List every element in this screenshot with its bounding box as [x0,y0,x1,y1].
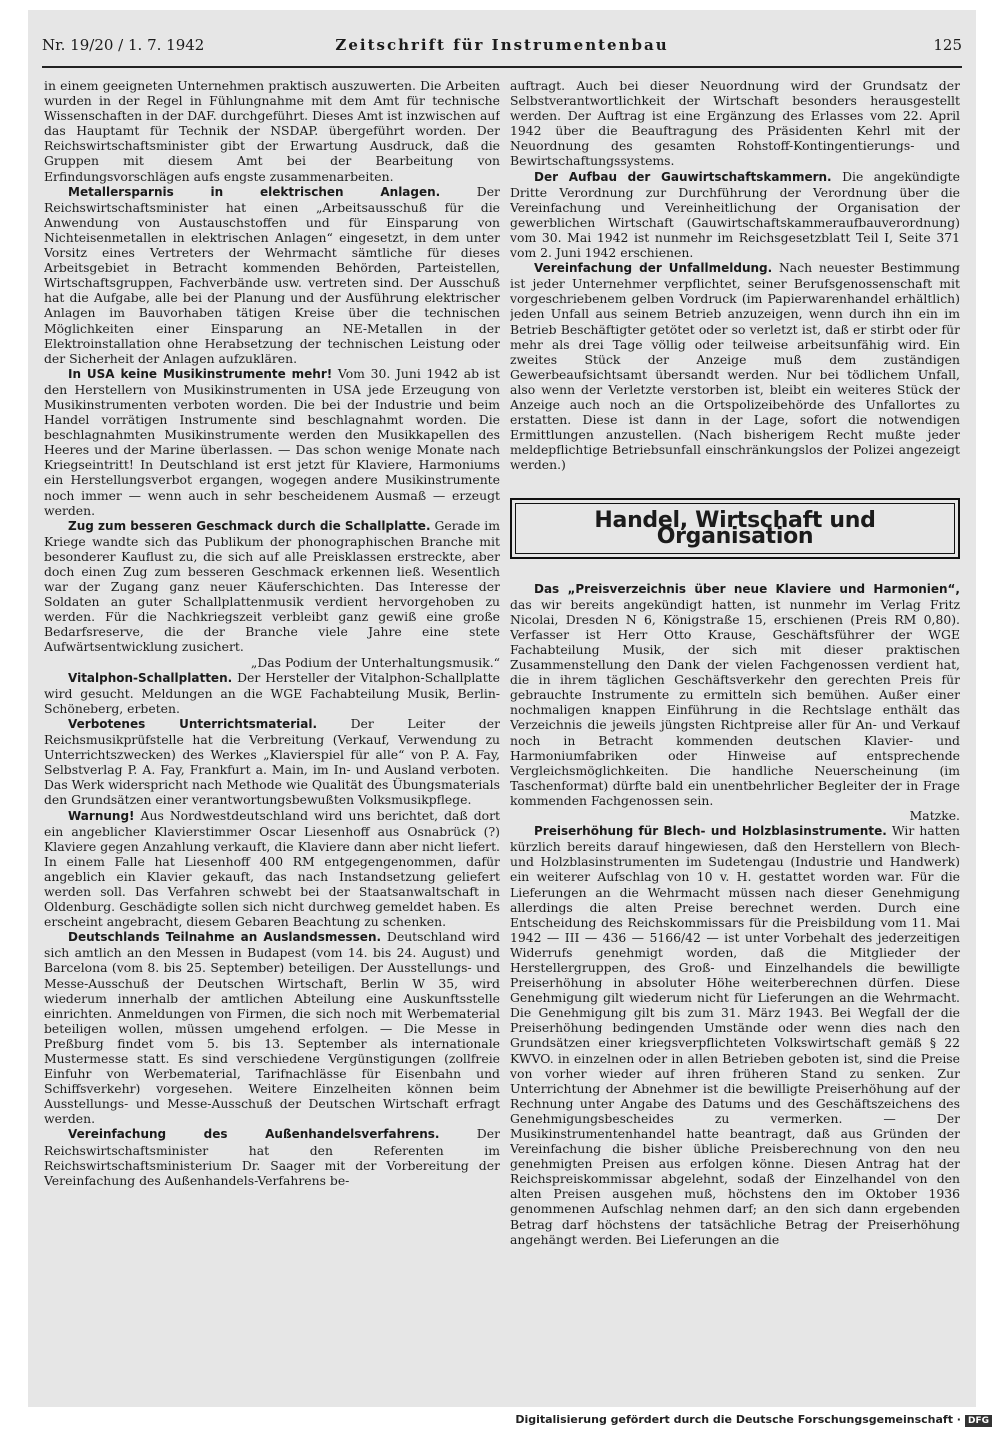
right-column-top [510,78,960,472]
article-text: Der Reichswirtschaftsminister hat den Referenten im Reichswirtschaftsministerium Dr. Saager mit der Vorbereitung der Vereinfachung des Außenhandels-Verfahrens be- [44,1126,500,1188]
article-heading: Das „Preisverzeichnis über neue Klaviere und Harmonien“, [534,581,960,596]
article-text: in einem geeigneten Unternehmen praktisch auszuwerten. Die Arbeiten wurden in der Regel in Fühlungnahme mit dem Amt für technische Wissenschaften in der DAF. durchgeführt. Dieses Amt ist inzwischen auf das Hauptamt für Technik der NSDAP. übergeführt worden. Der Reichswirtschaftsminister gibt der Erwartung Ausdruck, daß die Gruppen mit diesem Amt bei der Bearbeitung von Erfindungsvorschlägen aufs engste zusammenarbeiten. [44,78,500,184]
article-heading: Warnung! [68,808,135,823]
article-heading: Zug zum besseren Geschmack durch die Schallplatte. [68,518,431,533]
article-heading: Der Aufbau der Gauwirtschaftskammern. [534,169,832,184]
article-text: Deutschland wird sich amtlich an den Messen in Budapest (vom 14. bis 24. August) und Barcelona (vom 8. bis 25. September) beteiligen. Der Ausstellungs- und Messe-Ausschuß der Deutschen Wirtschaft, Berlin W 35, wird wiederum innerhalb der amtlichen Abteilung eine Auskunftsstelle einrichten. Anmeldungen von Firmen, die sich noch mit Werbematerial beteiligen wollen, müssen umgehend erfolgen. — Die Messe in Preßburg findet vom 5. bis 13. September als internationale Mustermesse statt. Es sind verschiedene Vergünstigungen (zollfreie Einfuhr von Werbematerial, Tarifnachlässe für Eisenbahn und Schiffsverkehr) vorgesehen. Weitere Einzelheiten können beim Ausstellungs- und Messe-Ausschuß der Deutschen Wirtschaft erfragt werden. [44,929,500,1127]
article-paragraph [44,929,500,1126]
issue-label: Nr. 19/20 / 1. 7. 1942 [42,36,205,54]
article-text: Aus Nordwestdeutschland wird uns berichtet, daß dort ein angeblicher Klavierstimmer Oscar Liesenhoff aus Osnabrück (?) Klaviere gegen Anzahlung verkauft, die Klaviere dann aber nicht liefert. In einem Falle hat Liesenhoff 400 RM entgegengenommen, dafür angeblich ein Klavier gekauft, das nach Instandsetzung geliefert werden soll. Das Verfahren schwebt bei der Staatsanwaltschaft in Oldenburg. Geschädigte sollen sich nicht durchweg gemeldet haben. Es erscheint angebracht, diesem Gebaren Beachtung zu schenken. [44,807,500,930]
continued-paragraph [510,78,960,169]
dfg-logo: DFG [965,1415,992,1427]
article-paragraph [44,670,500,716]
article-paragraph [510,260,960,472]
section-banner [510,498,960,558]
article-heading: In USA keine Musikinstrumente mehr! [68,366,333,381]
page-header [42,30,962,68]
article-paragraph [44,1126,500,1187]
article-heading: Deutschlands Teilnahme an Auslandsmessen. [68,930,382,945]
article-text: Die angekündigte Dritte Verordnung zur Durchführung der Verordnung über die Vereinfachung und Vereinheitlichung der Organisation der gewerblichen Wirtschaft (Gauwirtschaftskammeraufbauverordnung) vom 30. Mai 1942 ist nunmehr im Reichsgesetzblatt Teil I, Seite 371 vom 2. Juni 1942 erschienen. [510,168,960,261]
article-paragraph [44,518,500,655]
article-text: Der Hersteller der Vitalphon-Schallplatte wird gesucht. Meldungen an die WGE Fachabteilung Musik, Berlin-Schöneberg, erbeten. [44,669,500,716]
signature-line [510,808,960,823]
continued-paragraph [44,78,500,184]
scanned-page [28,10,976,1407]
article-text: Wir hatten kürzlich bereits darauf hingewiesen, daß den Herstellern von Blech- und Holzblasinstrumenten im Sudetengau (Industrie und Handwerk) ein weiterer Aufschlag von 10 v. H. gestattet worden war. Für die Lieferungen an die Wehrmacht müssen nach dieser Genehmigung allerdings die alten Preise berechnet werden. Durch eine Entscheidung des Reichskommissars für die Preisbildung vom 11. Mai 1942 — III — 436 — 5166/42 — ist unter Vorbehalt des jederzeitigen Widerrufs genehmigt worden, daß die Mitglieder der Herstellergruppen, des Groß- und Einzelhandels die bewilligte Preiserhöhung in absoluter Höhe weiterberechnen dürfen. Diese Genehmigung gilt wiederum nicht für Lieferungen an die Wehrmacht. Die Genehmigung gilt bis zum 31. März 1943. Bei Wegfall der die Preiserhöhung bedingenden Umstände oder wenn dies nach den Grundsätzen einer kriegsverpflichteten Volkswirtschaft gemäß § 22 KWVO. in einzelnen oder in allen Betrieben geboten ist, sind die Preise von vorher wieder auf ihren früheren Stand zu senken. Zur Unterrichtung der Abnehmer ist die bewilligte Preiserhöhung auf der Rechnung unter Angabe des Datums und des Geschäftszeichens des Genehmigungsbescheides zu vermerken. — Der Musikinstrumentenhandel hatte beantragt, daß aus Gründen der Vereinfachung die bisher übliche Preisberechnung von den neu genehmigten Preisen aus erfolgen könne. Diesen Antrag hat der Reichspreiskommissar abgelehnt, sodaß der Einzelhandel von den alten Preisen ausgehen muß, höchstens den im Oktober 1936 genommenen Aufschlag nehmen darf; an den sich dann ergebenden Betrag darf höchstens der tatsächliche Betrag der Preiserhöhung angehängt werden. Bei Lieferungen an die [510,823,960,1247]
article-paragraph [44,366,500,518]
article-text: Vom 30. Juni 1942 ab ist den Herstellern von Musikinstrumenten in USA jede Erzeugung von Musikinstrumenten verboten worden. Die bei der Industrie und beim Handel vorrätigen Instrumente sind beschlagnahmt worden. Die beschlagnahmten Musikinstrumente werden den Musikkapellen des Heeres und der Marine überlassen. — Das schon wenige Monate nach Kriegseintritt! In Deutschland ist erst jetzt für Klaviere, Harmoniums ein Herstellungsverbot ergangen, wogegen andere Musikinstrumente noch immer — wenn auch in sehr bescheidenem Ausmaß — erzeugt werden. [44,365,500,518]
article-heading: Metallersparnis in elektrischen Anlagen. [68,184,441,199]
left-column [44,78,500,1398]
right-column [510,78,960,1398]
right-column-bottom [510,581,960,1247]
article-text: „Das Podium der Unterhaltungsmusik.“ [250,654,500,670]
article-text: Der Reichswirtschaftsminister hat einen „Arbeitsausschuß für die Anwendung von Austauschstoffen und für Einsparung von Nichteisenmetallen in elektrischen Anlagen“ eingesetzt, in dem unter Vorsitz eines Vertreters der Wehrmacht sämtliche für dieses Arbeitsgebiet in Betracht kommenden Behörden, Parteistellen, Wirtschaftsgruppen, Fachverbände usw. vertreten sind. Der Ausschuß hat die Aufgabe, alle bei der Planung und der Ausführung elektrischer Anlagen im Bauvorhaben tätigen Kreise über die technischen Möglichkeiten einer Einsparung an NE-Metallen in der Elektroinstallation ohne Herabsetzung der technischen Leistung oder der Sicherheit der Anlagen aufzuklären. [44,183,500,366]
article-heading: Vereinfachung des Außenhandelsverfahrens. [68,1127,440,1142]
footer-credit [515,1413,992,1427]
article-text: Der Leiter der Reichsmusikprüfstelle hat die Verbreitung (Verkauf, Verwendung zu Unterrichtszwecken) des Werkes „Klavierspiel für alle“ von P. A. Fay, Selbstverlag P. A. Fay, Frankfurt a. Main, im In- und Ausland verboten. Das Werk widerspricht nach Methode wie Qualität des Übungsmaterials den Grundsätzen einer verantwortungsbewußten Volksmusikpflege. [44,715,500,808]
article-paragraph [510,581,960,808]
article-text: Matzke. [909,808,960,824]
article-text: Gerade im Kriege wandte sich das Publikum der phonographischen Branche mit besonderer Kauflust zu, die sich auf alle Preisklassen erstreckte, aber doch einen Zug zum besseren Geschmack erkennen ließ. Wesentlich war der Zugang ganz neuer Käuferschichten. Das Interesse der Soldaten an guter Schallplattenmusik verdient hervorgehoben zu werden. Für die Nachkriegszeit verbleibt ganz gewiß eine große Bedarfsreserve, die der Branche viele Jahre eine stete Aufwärtsentwicklung zusichert. [44,517,500,655]
article-text: Nach neuester Bestimmung ist jeder Unternehmer verpflichtet, seiner Berufsgenossenschaft mit vorgeschriebenem gelben Vordruck (im Papierwarenhandel erhältlich) jeden Unfall aus seinem Betrieb anzuzeigen, wenn durch ihn ein im Betrieb Beschäftigter getötet oder so verletzt ist, daß er stirbt oder für mehr als drei Tage völlig oder teilweise arbeitsunfähig wird. Ein zweites Stück der Anzeige muß dem zuständigen Gewerbeaufsichtsamt übersandt werden. Nur bei tödlichem Unfall, also wenn der Verletzte verstorben ist, bleibt ein weiteres Stück der Anzeige auch noch an die Ortspolizeibehörde des Unfallortes zu erstatten. Diese ist dann in der Lage, sofort die notwendigen Ermittlungen anzustellen. (Nach bisherigem Recht mußte jeder meldepflichtige Betriebsunfall einschränkungslos der Polizei angezeigt werden.) [510,260,960,473]
journal-title: Zeitschrift für Instrumentenbau [335,36,669,54]
article-paragraph [510,823,960,1247]
footer-credit-text: Digitalisierung gefördert durch die Deutsche Forschungsgemeinschaft · [515,1413,961,1426]
article-paragraph [44,716,500,808]
article-heading: Vereinfachung der Unfallmeldung. [534,261,773,276]
article-text: das wir bereits angekündigt hatten, ist nunmehr im Verlag Fritz Nicolai, Dresden N 6, Königstraße 15, erschienen (Preis RM 0,80). Verfasser ist Herr Otto Krause, Geschäftsführer der WGE Fachabteilung Musik, der sich mit dieser praktischen Zusammenstellung den Dank der vielen Fachgenossen verdient hat, die in ihrem täglichen Geschäftsverkehr den gerechten Preis für gebrauchte Instrumente zu ermitteln sich bemühen. Außer einer nochmaligen knappen Einführung in die Rechtslage enthält das Verzeichnis die jeweils jüngsten Richtpreise aller für An- und Verkauf noch in Betracht kommenden deutschen Klavier- und Harmoniumfabriken oder Hinweise auf entsprechende Vergleichsmöglichkeiten. Die handliche Neuerscheinung (im Taschenformat) dürfte bald ein unentbehrlicher Begleiter der in Frage kommenden Fachgenossen sein. [510,596,960,808]
section-banner-title: Handel, Wirtschaft und Organisation [515,503,955,553]
page-number: 125 [933,36,962,54]
article-paragraph [44,808,500,930]
article-heading: Preiserhöhung für Blech- und Holzblasinstrumente. [534,824,887,839]
article-paragraph [510,169,960,261]
article-text: auftragt. Auch bei dieser Neuordnung wird der Grundsatz der Selbstverantwortlichkeit der Wirtschaft besonders herausgestellt werden. Der Auftrag ist eine Ergänzung des Erlasses vom 22. April 1942 über die Beauftragung des Präsidenten Kehrl mit der Neuordnung des gesamten Rohstoff-Kontingentierungs- und Bewirtschaftungssystems. [510,78,960,169]
article-heading: Verbotenes Unterrichtsmaterial. [68,716,317,731]
article-paragraph [44,184,500,366]
signature-line [44,655,500,670]
article-heading: Vitalphon-Schallplatten. [68,670,233,685]
